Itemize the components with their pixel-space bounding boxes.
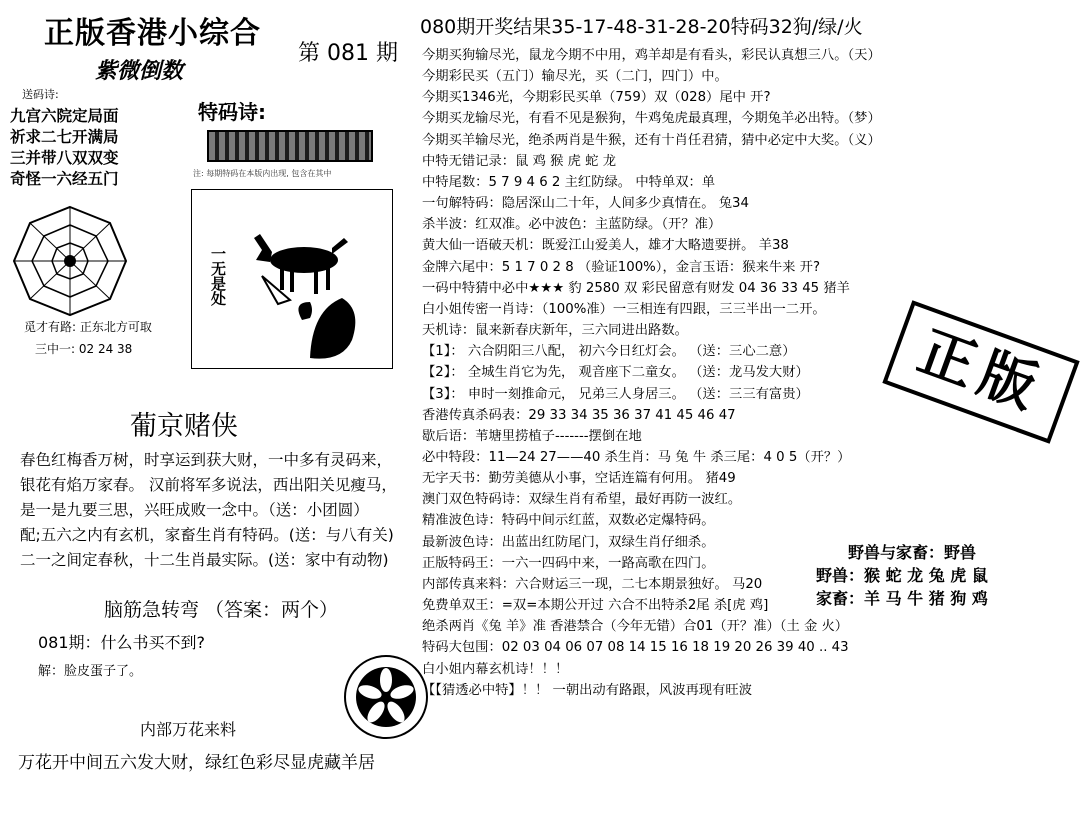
tip-line: 杀半波：红双准。必中波色：主蓝防绿。（开？准） — [422, 217, 722, 233]
tip-line: 今期买1346光，今期彩民买单（759）双（028）尾中 开? — [422, 90, 771, 106]
tip-line: 澳门双色特码诗：双绿生肖有希望，最好再防一波红。 — [422, 492, 742, 508]
tip-line: 今期买狗输尽光，鼠龙今期不中用，鸡羊却是有看头，彩民认真想三八。（天） — [422, 48, 881, 63]
poem-line: 祈求二七开满局 — [10, 128, 119, 146]
tip-line: 一句解特码：隐居深山二十年，人间多少真情在。 兔34 — [422, 196, 749, 212]
three-hit-one: 三中一: 02 24 38 — [35, 342, 133, 356]
tip-line: 今期买羊输尽光，绝杀两肖是牛猴，还有十肖任君猜，猜中必定中大奖。（义） — [422, 132, 881, 148]
tip-line: 歇后语：苇塘里捞植子-------摆倒在地 — [422, 428, 642, 444]
poem-line: 九宫六院定局面 — [10, 107, 119, 125]
domestic-animals: 家畜：羊 马 牛 猪 狗 鸡 — [816, 589, 988, 608]
tip-line: 精准波色诗：特码中间示红蓝，双数必定爆特码。 — [422, 513, 715, 529]
tip-line: 中特尾数：5 7 9 4 6 2 主红防绿。 中特单双：单 — [422, 174, 716, 190]
pujing-line: 是一是九要三思，兴旺成败一念中。（送：小团圆） — [20, 501, 369, 519]
tip-line: 免费单双王：=双=本期公开过 六合不出特杀2尾 杀[虎 鸡] — [422, 598, 769, 614]
tip-line: 【1】： 六合阴阳三八配， 初六今日红灯会。 （送：三心二意） — [422, 344, 796, 360]
subtitle: 紫微倒数 — [95, 59, 184, 84]
tip-line: 今期买龙输尽光，有看不见是猴狗，牛鸡兔虎最真理，今期兔羊必出特。（梦） — [422, 111, 881, 127]
tip-line: 必中特段：11—24 27——40 杀生肖：马 兔 牛 杀三尾：4 0 5（开？） — [422, 449, 851, 465]
bauhinia-emblem-icon — [343, 654, 429, 740]
beast-lists — [816, 564, 988, 610]
tip-line: 香港传真杀码表：29 33 34 35 36 37 41 45 46 47 — [422, 407, 736, 423]
tip-line: 【【猜透必中特】！！ 一朝出动有路跟，风波再现有旺波 — [422, 682, 752, 698]
tip-line: 最新波色诗：出蓝出红防尾门，双绿生肖仔细杀。 — [422, 534, 715, 550]
beast-title: 野兽与家畜：野兽 — [848, 543, 977, 562]
pujing-title: 葡京赌侠 — [130, 411, 238, 442]
tip-line: 特码大包围：02 03 04 06 07 08 14 15 16 18 19 20 26 39 40 .. 43 — [422, 640, 849, 656]
picture-caption: 一无是处 — [209, 246, 227, 306]
poem-line: 三并带八双双变 — [10, 149, 119, 167]
tip-line: 无字天书：勤劳美德从小事，空话连篇有何用。 猪49 — [422, 471, 736, 487]
tip-line: 正版特码王：一六一四码中来，一路高歌在四门。 — [422, 555, 715, 571]
tema-picture — [191, 189, 393, 369]
send-code-poem-label: 送码诗: — [22, 88, 59, 101]
tips-list — [422, 45, 881, 701]
pujing-line: 银花有焰万家春。 汉前将军多说法，西出阳关见瘦马， — [20, 476, 397, 494]
tip-line: 【2】： 全城生肖它为先， 观音座下二童女。 （送：龙马发大财） — [422, 365, 809, 381]
brain-teaser-question: 081期：什么书买不到? — [38, 633, 206, 652]
tip-line: 白小姐传密一肖诗：（100%准）一三相连有四跟，三三半出一二开。 — [422, 301, 826, 317]
pujing-line: 春色红梅香万树，时享运到获大财，一中多有灵码来， — [20, 451, 393, 469]
tip-line: 黄大仙一语破天机：既爱江山爱美人，雄才大略遗要拼。 羊38 — [422, 238, 789, 254]
tema-poem-label: 特码诗: — [198, 100, 266, 124]
tip-line: 中特无错记录：鼠 鸡 猴 虎 蛇 龙 — [422, 153, 616, 169]
tip-line: 白小姐内幕玄机诗！！！ — [422, 661, 569, 677]
tip-line: 今期彩民买（五门）输尽光，买（二门，四门）中。 — [422, 69, 728, 85]
wealth-direction: 觅才有路: 正东北方可取 — [24, 320, 152, 334]
issue-number: 第 081 期 — [298, 41, 398, 66]
genuine-stamp: 正版 — [882, 300, 1079, 444]
tip-line: 金牌六尾中：5 1 7 0 2 8 （验证100%），金言玉语：猴来牛来 开? — [422, 259, 821, 275]
flower-material-title: 内部万花来料 — [140, 720, 237, 739]
tip-line: 【3】： 申时一刻推命元， 兄弟三人身居三。 （送：三三有富贵） — [422, 386, 809, 402]
eagle-icon — [298, 298, 355, 359]
brain-teaser-title: 脑筋急转弯 （答案：两个） — [104, 599, 339, 621]
wild-beasts: 野兽：猴 蛇 龙 兔 虎 鼠 — [816, 566, 988, 585]
pujing-poem — [20, 448, 397, 573]
flower-material-line: 万花开中间五六发大财，绿红色彩尽显虎藏羊居 — [18, 753, 375, 773]
page-title: 正版香港小综合 — [44, 16, 261, 51]
send-code-poem — [10, 106, 119, 190]
tip-line: 一码中特猜中必中★★★ 豹 2580 双 彩民留意有财发 04 36 33 45 猪羊 — [422, 280, 850, 296]
tip-line: 绝杀两肖《兔 羊》准 香港禁合（今年无错）合01（开？准）（土 金 火） — [422, 619, 849, 635]
poem-line: 奇怪一六经五门 — [10, 170, 119, 188]
tiny-note: 注: 每期特码在本版内出现, 包含在其中 — [193, 169, 332, 178]
bagua-diagram-icon — [12, 205, 128, 317]
pujing-line: 二一之间定春秋，十二生肖最实际。(送：家中有动物) — [20, 551, 389, 569]
brain-teaser-answer: 解：脸皮蛋子了。 — [38, 664, 143, 679]
draw-result-header: 080期开奖结果35-17-48-31-28-20特码32狗/绿/火 — [420, 16, 863, 38]
tema-poem-banner — [207, 130, 373, 162]
pujing-line: 配;五六之内有玄机，家畜生肖有特码。(送：与八有关) — [20, 526, 394, 544]
tip-line: 内部传真来料：六合财运三一现，二七本期景独好。 马20 — [422, 576, 763, 592]
tip-line: 天机诗：鼠来新春庆新年，三六同进出路数。 — [422, 323, 688, 339]
